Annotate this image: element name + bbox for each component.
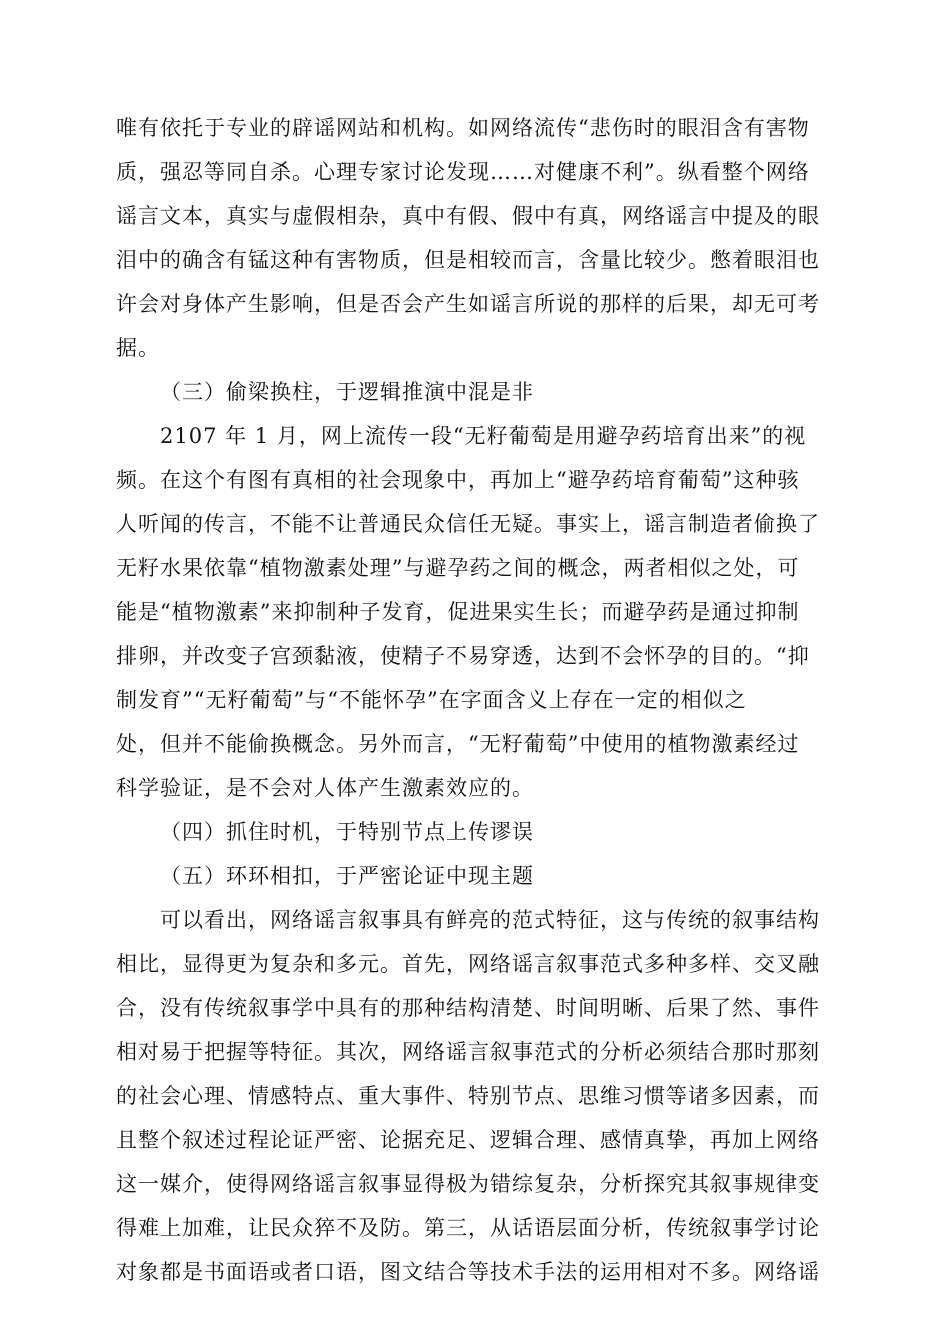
text-line: 相对易于把握等特征。其次，网络谣言叙事范式的分析必须结合那时那刻 (116, 1040, 820, 1064)
text-line: 质，强忍等同自杀。心理专家讨论发现……对健康不利”。纵看整个网络 (116, 160, 810, 184)
text-line: 排卵，并改变子宫颈黏液，使精子不易穿透，达到不会怀孕的目的。“抑 (116, 644, 810, 668)
text-line: 能是“植物激素”来抑制种子发育，促进果实生长；而避孕药是通过抑制 (116, 600, 800, 624)
text-line: 这一媒介，使得网络谣言叙事显得极为错综复杂，分析探究其叙事规律变 (116, 1172, 820, 1196)
text-line: 谣言文本，真实与虚假相杂，真中有假、假中有真，网络谣言中提及的眼 (116, 204, 820, 228)
text-line: 相比，显得更为复杂和多元。首先，网络谣言叙事范式多种多样、交叉融 (116, 952, 820, 976)
text-line: 制发育”“无籽葡萄”与“不能怀孕”在字面含义上存在一定的相似之 (116, 688, 747, 712)
text-line: 的社会心理、情感特点、重大事件、特别节点、思维习惯等诸多因素，而 (116, 1084, 820, 1108)
text-line: 许会对身体产生影响，但是否会产生如谣言所说的那样的后果，却无可考 (116, 292, 820, 316)
text-line: 得难上加难，让民众猝不及防。第三，从话语层面分析，传统叙事学讨论 (116, 1216, 820, 1240)
text-line: 频。在这个有图有真相的社会现象中，再加上“避孕药培育葡萄”这种骇 (116, 468, 800, 492)
text-line: 无籽水果依靠“植物激素处理”与避孕药之间的概念，两者相似之处，可 (116, 556, 800, 580)
section-heading-5: （五）环环相扣，于严密论证中现主题 (160, 864, 534, 888)
section-heading-4: （四）抓住时机，于特别节点上传谬误 (160, 820, 534, 844)
text-line: 对象都是书面语或者口语，图文结合等技术手法的运用相对不多。网络谣 (116, 1260, 820, 1284)
text-line: 人听闻的传言，不能不让普通民众信任无疑。事实上，谣言制造者偷换了 (116, 512, 820, 536)
section-heading-3: （三）偷梁换柱，于逻辑推演中混是非 (160, 380, 534, 404)
text-line: 科学验证，是不会对人体产生激素效应的。 (116, 776, 534, 800)
text-line: 可以看出，网络谣言叙事具有鲜亮的范式特征，这与传统的叙事结构 (160, 908, 820, 932)
text-line: 泪中的确含有锰这种有害物质，但是相较而言，含量比较少。憋着眼泪也 (116, 248, 820, 272)
text-line: 处，但并不能偷换概念。另外而言，“无籽葡萄”中使用的植物激素经过 (116, 732, 800, 756)
text-line: 2107 年 1 月，网上流传一段“无籽葡萄是用避孕药培育出来”的视 (160, 424, 807, 448)
text-line: 据。 (116, 336, 160, 360)
text-line: 且整个叙述过程论证严密、论据充足、逻辑合理、感情真挚，再加上网络 (116, 1128, 820, 1152)
text-line: 唯有依托于专业的辟谣网站和机构。如网络流传“悲伤时的眼泪含有害物 (116, 116, 810, 140)
text-line: 合，没有传统叙事学中具有的那种结构清楚、时间明晰、后果了然、事件 (116, 996, 820, 1020)
